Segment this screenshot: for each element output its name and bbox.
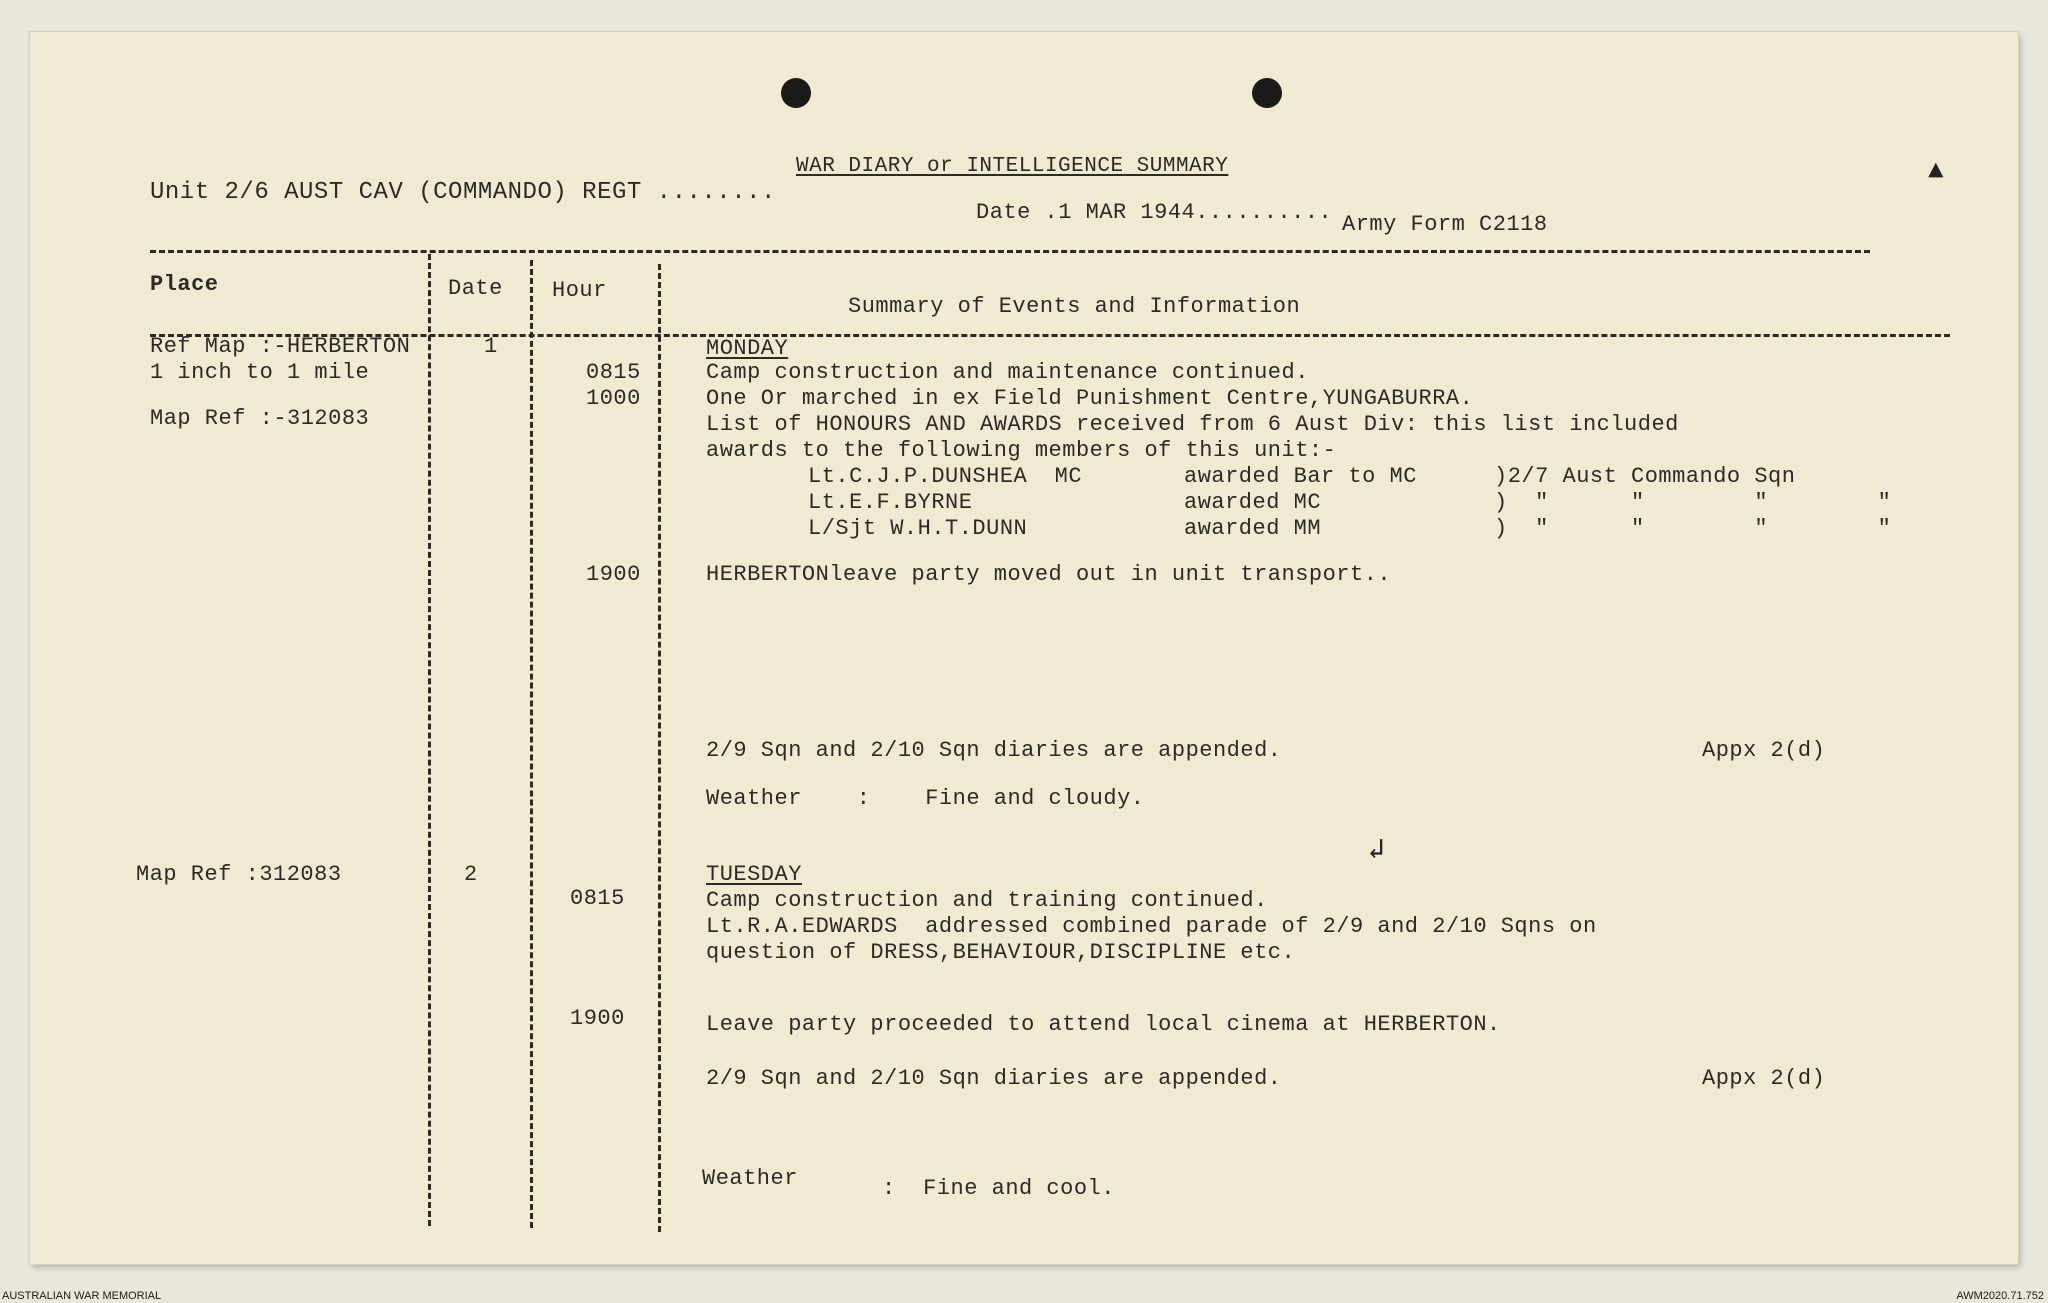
day1-line-1: Camp construction and maintenance continued. [706, 360, 1309, 385]
day2-line-2: Lt.R.A.EDWARDS addressed combined parade of 2/9 and 2/10 Sqns on [706, 914, 1597, 939]
col-header-date: Date [448, 276, 503, 301]
punch-hole-left [781, 78, 811, 108]
day1-heading: MONDAY [706, 336, 789, 361]
day1-leave: HERBERTONleave party moved out in unit transport.. [706, 562, 1392, 587]
col-rule-2 [530, 260, 533, 1228]
award-3-name: L/Sjt W.H.T.DUNN [808, 516, 1028, 541]
award-3-sqn: ) " " " " [1494, 516, 1892, 541]
day1-diaries: 2/9 Sqn and 2/10 Sqn diaries are appended. [706, 738, 1282, 763]
day1-line-3: List of HONOURS AND AWARDS received from 6 Aust Div: this list included [706, 412, 1679, 437]
place-ref-map: Ref Map :-HERBERTON [150, 334, 411, 359]
date-line: Date .1 MAR 1944.......... [976, 200, 1333, 225]
day2-leave: Leave party proceeded to attend local cinema at HERBERTON. [706, 1012, 1501, 1037]
day1-hour-3: 1900 [586, 562, 641, 587]
footer-accession: AWM2020.71.752 [1956, 1290, 2044, 1302]
archive-footer [0, 1290, 2048, 1303]
award-2-sqn: ) " " " " [1494, 490, 1892, 515]
col-header-hour: Hour [552, 278, 607, 303]
day2-line-3: question of DRESS,BEHAVIOUR,DISCIPLINE etc. [706, 940, 1296, 965]
diary-page [30, 32, 2018, 1264]
day1-line-4: awards to the following members of this unit:- [706, 438, 1337, 463]
award-1-name: Lt.C.J.P.DUNSHEA MC [808, 464, 1083, 489]
day2-diaries: 2/9 Sqn and 2/10 Sqn diaries are appended. [706, 1066, 1282, 1091]
place-map-ref-1: Map Ref :-312083 [150, 406, 370, 431]
page-title: WAR DIARY or INTELLIGENCE SUMMARY [796, 155, 1229, 178]
col-header-summary: Summary of Events and Information [848, 294, 1301, 319]
army-form: Army Form C2118 [1342, 212, 1548, 237]
rule-top [150, 250, 1870, 253]
day2-hour-1: 0815 [570, 886, 625, 911]
footer-source: AUSTRALIAN WAR MEMORIAL [2, 1290, 162, 1302]
ink-mark: ▲ [1928, 156, 1944, 186]
award-2-name: Lt.E.F.BYRNE [808, 490, 973, 515]
day1-hour-1: 0815 [586, 360, 641, 385]
day1-hour-2: 1000 [586, 386, 641, 411]
punch-hole-right [1252, 78, 1282, 108]
day2-date: 2 [464, 862, 478, 887]
day1-appx: Appx 2(d) [1702, 738, 1826, 763]
day1-date: 1 [484, 334, 498, 359]
day1-weather: Weather : Fine and cloudy. [706, 786, 1145, 811]
day2-hour-2: 1900 [570, 1006, 625, 1031]
award-3-award: awarded MM [1184, 516, 1322, 541]
award-1-award: awarded Bar to MC [1184, 464, 1417, 489]
day1-line-2: One Or marched in ex Field Punishment Centre,YUNGABURRA. [706, 386, 1474, 411]
col-header-place: Place [150, 272, 219, 297]
day2-weather-label: Weather [702, 1166, 798, 1191]
day2-line-1: Camp construction and training continued. [706, 888, 1268, 913]
ink-tick: ↲ [1368, 836, 1385, 867]
rule-header [150, 334, 1950, 337]
day2-heading: TUESDAY [706, 862, 802, 887]
unit-line: Unit 2/6 AUST CAV (COMMANDO) REGT ........ [150, 179, 776, 206]
day2-appx: Appx 2(d) [1702, 1066, 1826, 1091]
award-2-award: awarded MC [1184, 490, 1322, 515]
col-rule-1 [428, 254, 431, 1226]
day2-weather-value: : Fine and cool. [882, 1176, 1115, 1201]
award-1-sqn: )2/7 Aust Commando Sqn [1494, 464, 1796, 489]
place-scale: 1 inch to 1 mile [150, 360, 370, 385]
place-map-ref-2: Map Ref :312083 [136, 862, 342, 887]
col-rule-3 [658, 264, 661, 1232]
